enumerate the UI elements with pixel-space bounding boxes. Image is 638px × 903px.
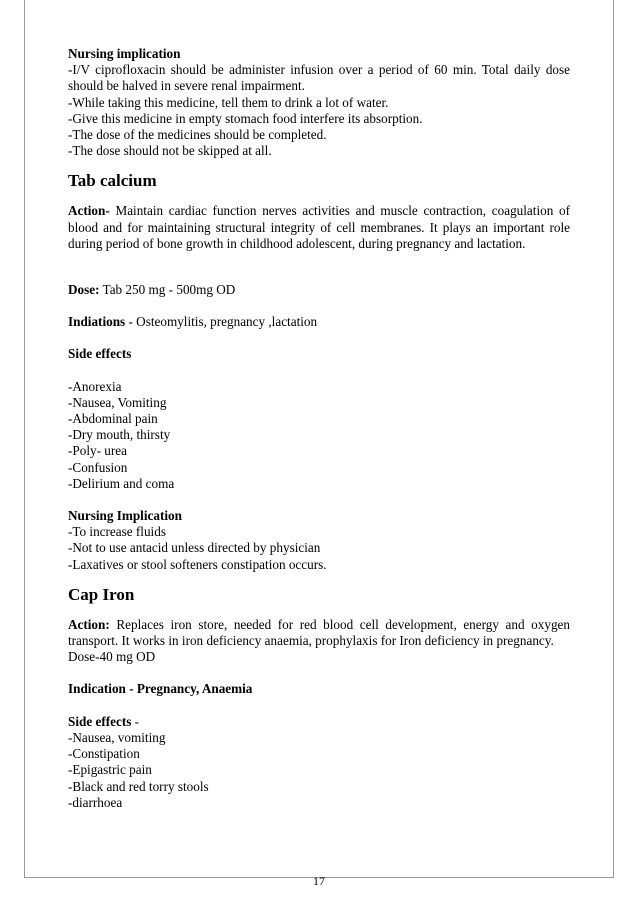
list-item: -Not to use antacid unless directed by physician (68, 540, 321, 556)
iron-action (68, 617, 570, 649)
list-item: -Epigastric pain (68, 762, 152, 778)
cap-iron-title: Cap Iron (68, 584, 135, 604)
list-item: -Dry mouth, thirsty (68, 427, 171, 443)
calcium-dose-label: Dose: (68, 282, 100, 298)
iron-dose: Dose-40 mg OD (68, 649, 156, 665)
list-item: -Anorexia (68, 378, 122, 394)
list-item: -I/V ciprofloxacin should be administer infusion over a period of 60 min. Total daily dose should be halved in severe renal impairment. (68, 62, 570, 94)
list-item: -diarrhoea (68, 794, 123, 810)
nursing-implication-heading: Nursing implication (68, 46, 181, 61)
document-body (68, 46, 570, 811)
list-item: -Black and red torry stools (68, 778, 209, 794)
list-item: -Poly- urea (68, 443, 127, 459)
list-item: -While taking this medicine, tell them to drink a lot of water. (68, 94, 389, 110)
calcium-indications-text: - Osteomylitis, pregnancy ,lactation (125, 314, 318, 330)
iron-indication: Indication - Pregnancy, Anaemia (68, 681, 253, 697)
list-item: -Constipation (68, 746, 140, 762)
iron-action-text: Replaces iron store, needed for red blood cell development, energy and oxygen transport. It works in iron deficiency anaemia, prophylaxis for Iron deficiency in pregnancy. (68, 616, 570, 649)
list-item: -Laxatives or stool softeners constipation occurs. (68, 556, 327, 572)
calcium-indications (68, 314, 570, 330)
calcium-nursing-label: Nursing Implication (68, 508, 182, 524)
list-item: -The dose of the medicines should be completed. (68, 127, 327, 143)
calcium-action (68, 203, 570, 252)
page-number: 17 (313, 874, 325, 888)
tab-calcium-title: Tab calcium (68, 171, 157, 191)
list-item: -Give this medicine in empty stomach food interfere its absorption. (68, 110, 423, 126)
list-item: -Nausea, vomiting (68, 729, 166, 745)
calcium-action-text: Maintain cardiac function nerves activities and muscle contraction, coagulation of blood and for maintaining structural integrity of cell membranes. It plays an important role during period of bone growth in childhood adolescent, during pregnancy and lactation. (68, 203, 570, 251)
iron-side-effects-label: Side effects (68, 713, 132, 729)
iron-side-effects (68, 714, 570, 730)
list-item: -Delirium and coma (68, 475, 175, 491)
iron-action-label: Action: (68, 616, 110, 632)
list-item: -Confusion (68, 459, 128, 475)
calcium-side-effects-label: Side effects (68, 346, 132, 362)
calcium-dose-text: Tab 250 mg - 500mg OD (99, 282, 236, 298)
iron-side-effects-suffix: - (131, 713, 140, 729)
calcium-indications-label: Indiations (68, 314, 126, 330)
list-item: -The dose should not be skipped at all. (68, 143, 272, 159)
list-item: -Nausea, Vomiting (68, 394, 167, 410)
list-item: -To increase fluids (68, 524, 166, 540)
calcium-dose (68, 282, 570, 298)
list-item: -Abdominal pain (68, 411, 158, 427)
calcium-action-label: Action- (68, 203, 110, 219)
